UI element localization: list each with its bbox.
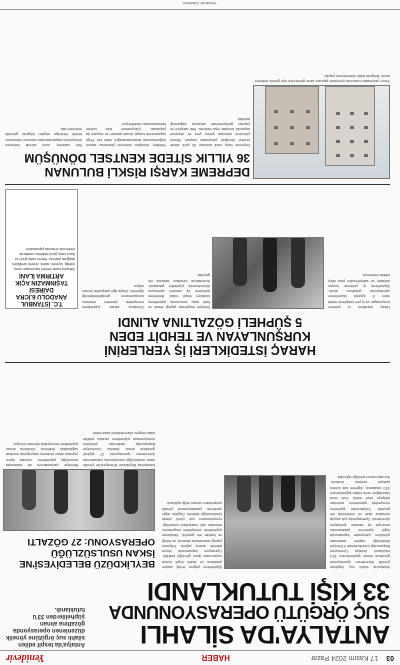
- article-photo-police: [224, 475, 326, 569]
- headline-antalya: [90, 577, 390, 648]
- divider: [5, 184, 390, 185]
- divider: [5, 362, 390, 363]
- page-header: [0, 650, 400, 665]
- article-column: Haraç istedikleri iş yerlerini kurşunlayan ve iş yeri sahiplerini tehdit eden 5 şüpheli düzenlenen operasyonla gözaltına alındı. Şüphelilerin iş yerlerine kurşun sıktıkları ve sahiplerinden para talep ettikleri belirlendi.: [328, 273, 390, 309]
- article-photo-building: [253, 85, 390, 179]
- article-photo-raid: [212, 237, 324, 309]
- page-date: 17 Kasım 2024 Pazar: [310, 654, 379, 662]
- article-photo-suspects: [3, 469, 155, 531]
- article-column: Site sakinleri, uzun süredir beklenen dönüşümün başlamasından memnun olduklarını belirtti. Belediye ekipleri bölgede güvenlik önlemleri aldı.: [5, 127, 82, 147]
- article-column: Depreme karşı riskli bulunan 36 yıllık sitede kentsel dönüşüm çalışmaları başladı. Sitenin yıkımının ardından yerine yeni ve depreme dayanıklı konutlar inşa edilecek. Hak sahipleri ile yapılan görüşmelerde anlaşma sağlandığı belirtildi.: [170, 116, 250, 147]
- newspaper-logo: Yenidevir: [6, 652, 45, 664]
- legal-notice-box: T.C. İSTANBUL ANADOLU 6.İCRA DAİRESİ TAŞINMAZIN AÇIK ARTIRMA İLANI Satışına karar verilen taşınmazın cinsi, niteliği, kıymeti, adedi, önemli özellikleri aşağıda yazılıdır. Birinci satış günü ve ikinci satış günü belirtilen saatlerde elektronik ortamda yapılacaktır.: [5, 189, 78, 309]
- headline-harac: HARAÇ İSTEDİKLERİ İŞ YERLERİNİ KURŞUNLAYAN VE TEHDİT EDEN 5 ŞÜPHELİ GÖZALTINA ALINDI: [104, 315, 316, 357]
- article-column: Yıkım çalışmaları sırasında çevredeki yapılara zarar gelmemesi için gerekli tedbirler alındı. Bölgede trafik düzenlemesi yapıldı.: [255, 73, 390, 83]
- headline-line-1: ANTALYA'DA SİLAHLI: [140, 620, 390, 648]
- headline-beylikduzu: BEYLİKDÜZÜ BELEDİYESİ'NE İSKAN USULSÜZLÜĞÜ OPERASYONU: 27 GÖZALTI: [19, 536, 155, 569]
- article-column: Emniyet ekiplerinin yaptığı teknik ve fiziki takip sonucunda şüphelilerin kimlikleri tespit edildi. Belirlenen adreslere eş zamanlı operasyon düzenlenerek şüpheliler yakalandı. Aramalarda ruhsatsız tabanca ele geçirildi.: [148, 273, 210, 309]
- headline-kentsel-donusum: DEPREME KARŞI RİSKLİ BULUNAN 36 YILLIK SİTEDE KENTSEL DÖNÜŞÜM: [24, 151, 250, 179]
- page-number: 03: [386, 654, 394, 662]
- notice-title: T.C. İSTANBUL ANADOLU 6.İCRA DAİRESİ TAŞINMAZIN AÇIK ARTIRMA İLANI: [15, 272, 68, 306]
- article-column: Gözaltına alınan şüphelilerin emniyetteki işlemleri sürerken soruşturmanın genişletilebileceği öğrenildi. Olayla ilgili çalışmalar devam ediyor.: [82, 283, 144, 309]
- page-footer: Yenidevir Gazetesi: [0, 0, 400, 10]
- article-column: İstanbul'da Beylikdüzü Belediyesi'ne yönelik iskan usulsüzlüğü soruşturması kapsamında düzenlenen operasyonda 27 şüpheli gözaltına alındı. İstanbul Cumhuriyet Başsavcılığı tarafından yürütülen soruşturmada şüphelilerin usulsüz şekilde iskan belgesi düzenledikleri iddia edildi.: [83, 431, 155, 467]
- headline-line-3: 33 KİŞİ TUTUKLANDI: [147, 577, 390, 605]
- article-column: Yetkililer, dönüşüm sürecinin planlanan takvim doğrultusunda tamamlanacağını ifade etti. Proje kapsamında sosyal donatı alanları ve otopark da yapılacak. Çalışmaların kısa sürede tamamlanması hedefleniyor.: [86, 121, 166, 147]
- article-column: Şüphelilerin yağma, tehdit, kasten yaralama ve silahlı örgüt kurma suçlarından işlem gördüğü belirtildi. Operasyon kapsamında birçok adreste arama yapıldı. Ekiplerin yaptığı aramalarda tabanca, av tüfeği ve fişekler ele geçirildi. Yakalanan şüphelilerin emniyetteki sorgularının ardından adli makamlara çıkarıldığı, soruşturmanın çok yönlü olarak sürdürüldüğü bildirildi. Örgütün diğer üyelerinin yakalanmasına yönelik çalışmaların devam ettiği açıklandı.: [162, 501, 222, 569]
- lead-paragraph: Antalya'da tespit edilen silahlı suç örgütüne yönelik düzenlenen operasyonda gözaltına alınan şüphelilerden 33'ü tutuklandı.: [5, 606, 85, 647]
- headline-line-2: SUÇ ÖRGÜTÜ OPERASYONUNDA: [108, 602, 390, 622]
- article-column: Antalya'da silahlı suç örgütüne yönelik düzenlenen operasyonda gözaltına alınan şüphelilerden 33'ü tutuklandı. Antalya Cumhuriyet Başsavcılığı koordinesinde İl Emniyet Müdürlüğü ekipleri tarafından yürütülen çalışmalar kapsamında örgüt üyelerinin yakalanması amacıyla eş zamanlı operasyon düzenlendi. Operasyonda çok sayıda ruhsatsız silah ve mühimmat ele geçirildi. Gözaltındaki şüpheliler emniyetteki işlemlerinin ardından adliyeye sevk edildi. Sulh ceza hakimliğine sevk edilen şüphelilerden 33'ü tutuklandı, diğerleri adli kontrol şartıyla serbest bırakıldı. Soruşturmanın sürdüğü öğrenildi.: [330, 474, 390, 569]
- article-column: Belediye çalışanlarının da aralarında bulunduğu şüphelilerin, ruhsata aykırı yapılara iskan verilmesi karşılığında menfaat sağladıkları belirlendi. Gözaltına alınan şüphelilerin emniyetteki işlemleri sürüyor.: [6, 441, 78, 467]
- section-label: HABER: [201, 653, 230, 663]
